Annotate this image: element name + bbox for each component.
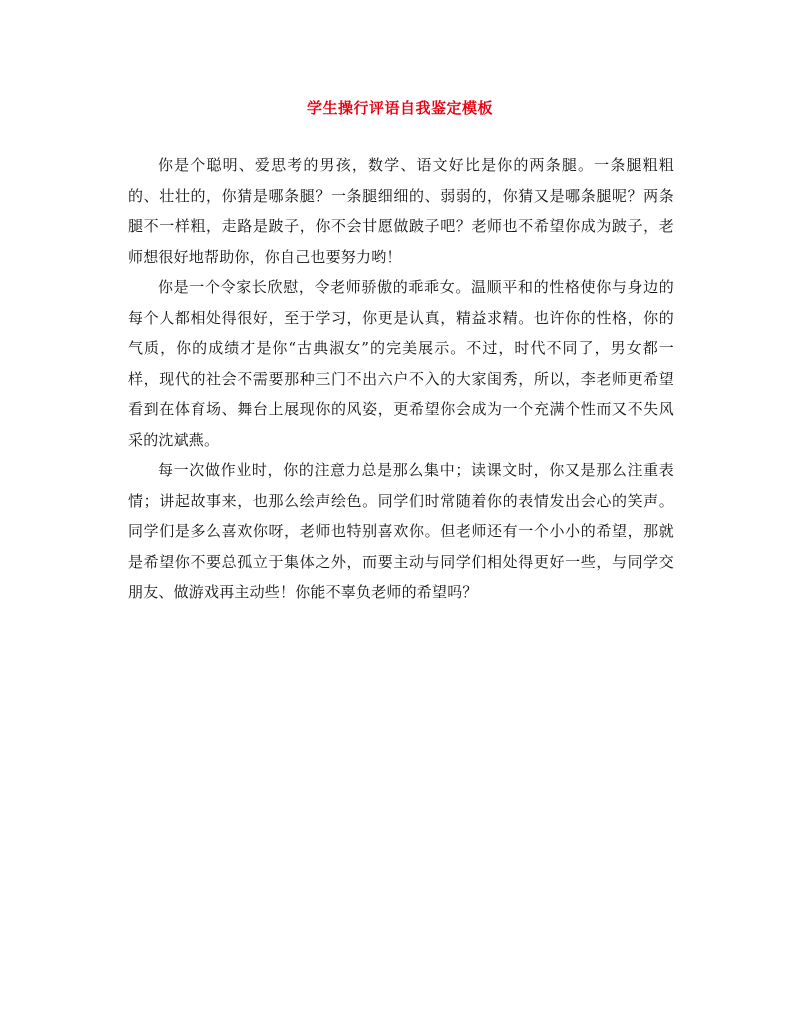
document-body (128, 150, 674, 608)
paragraph-2: 你是一个令家长欣慰，令老师骄傲的乖乖女。温顺平和的性格使你与身边的每个人都相处得很好，至于学习，你更是认真，精益求精。也许你的性格，你的气质，你的成绩才是你“古典淑女”的完美展示。不过，时代不同了，男女都一样，现代的社会不需要那种三门不出六户不入的大家闺秀，所以，李老师更希望看到在体育场、舞台上展现你的风姿，更希望你会成为一个充满个性而又不失风采的沈斌燕。 (128, 278, 674, 449)
document-title: 学生操行评语自我鉴定模板 (306, 99, 493, 117)
paragraph-1: 你是个聪明、爱思考的男孩，数学、语文好比是你的两条腿。一条腿粗粗的、壮壮的，你猜是哪条腿？一条腿细细的、弱弱的，你猜又是哪条腿呢？两条腿不一样粗，走路是跛子，你不会甘愿做跛子吧？老师也不希望你成为跛子，老师想很好地帮助你，你自己也要努力哟！ (128, 156, 674, 266)
paragraph-3: 每一次做作业时，你的注意力总是那么集中；读课文时，你又是那么注重表情；讲起故事来，也那么绘声绘色。同学们时常随着你的表情发出会心的笑声。同学们是多么喜欢你呀，老师也特别喜欢你。但老师还有一个小小的希望，那就是希望你不要总孤立于集体之外，而要主动与同学们相处得更好一些，与同学交朋友、做游戏再主动些！你能不辜负老师的希望吗？ (128, 461, 674, 601)
